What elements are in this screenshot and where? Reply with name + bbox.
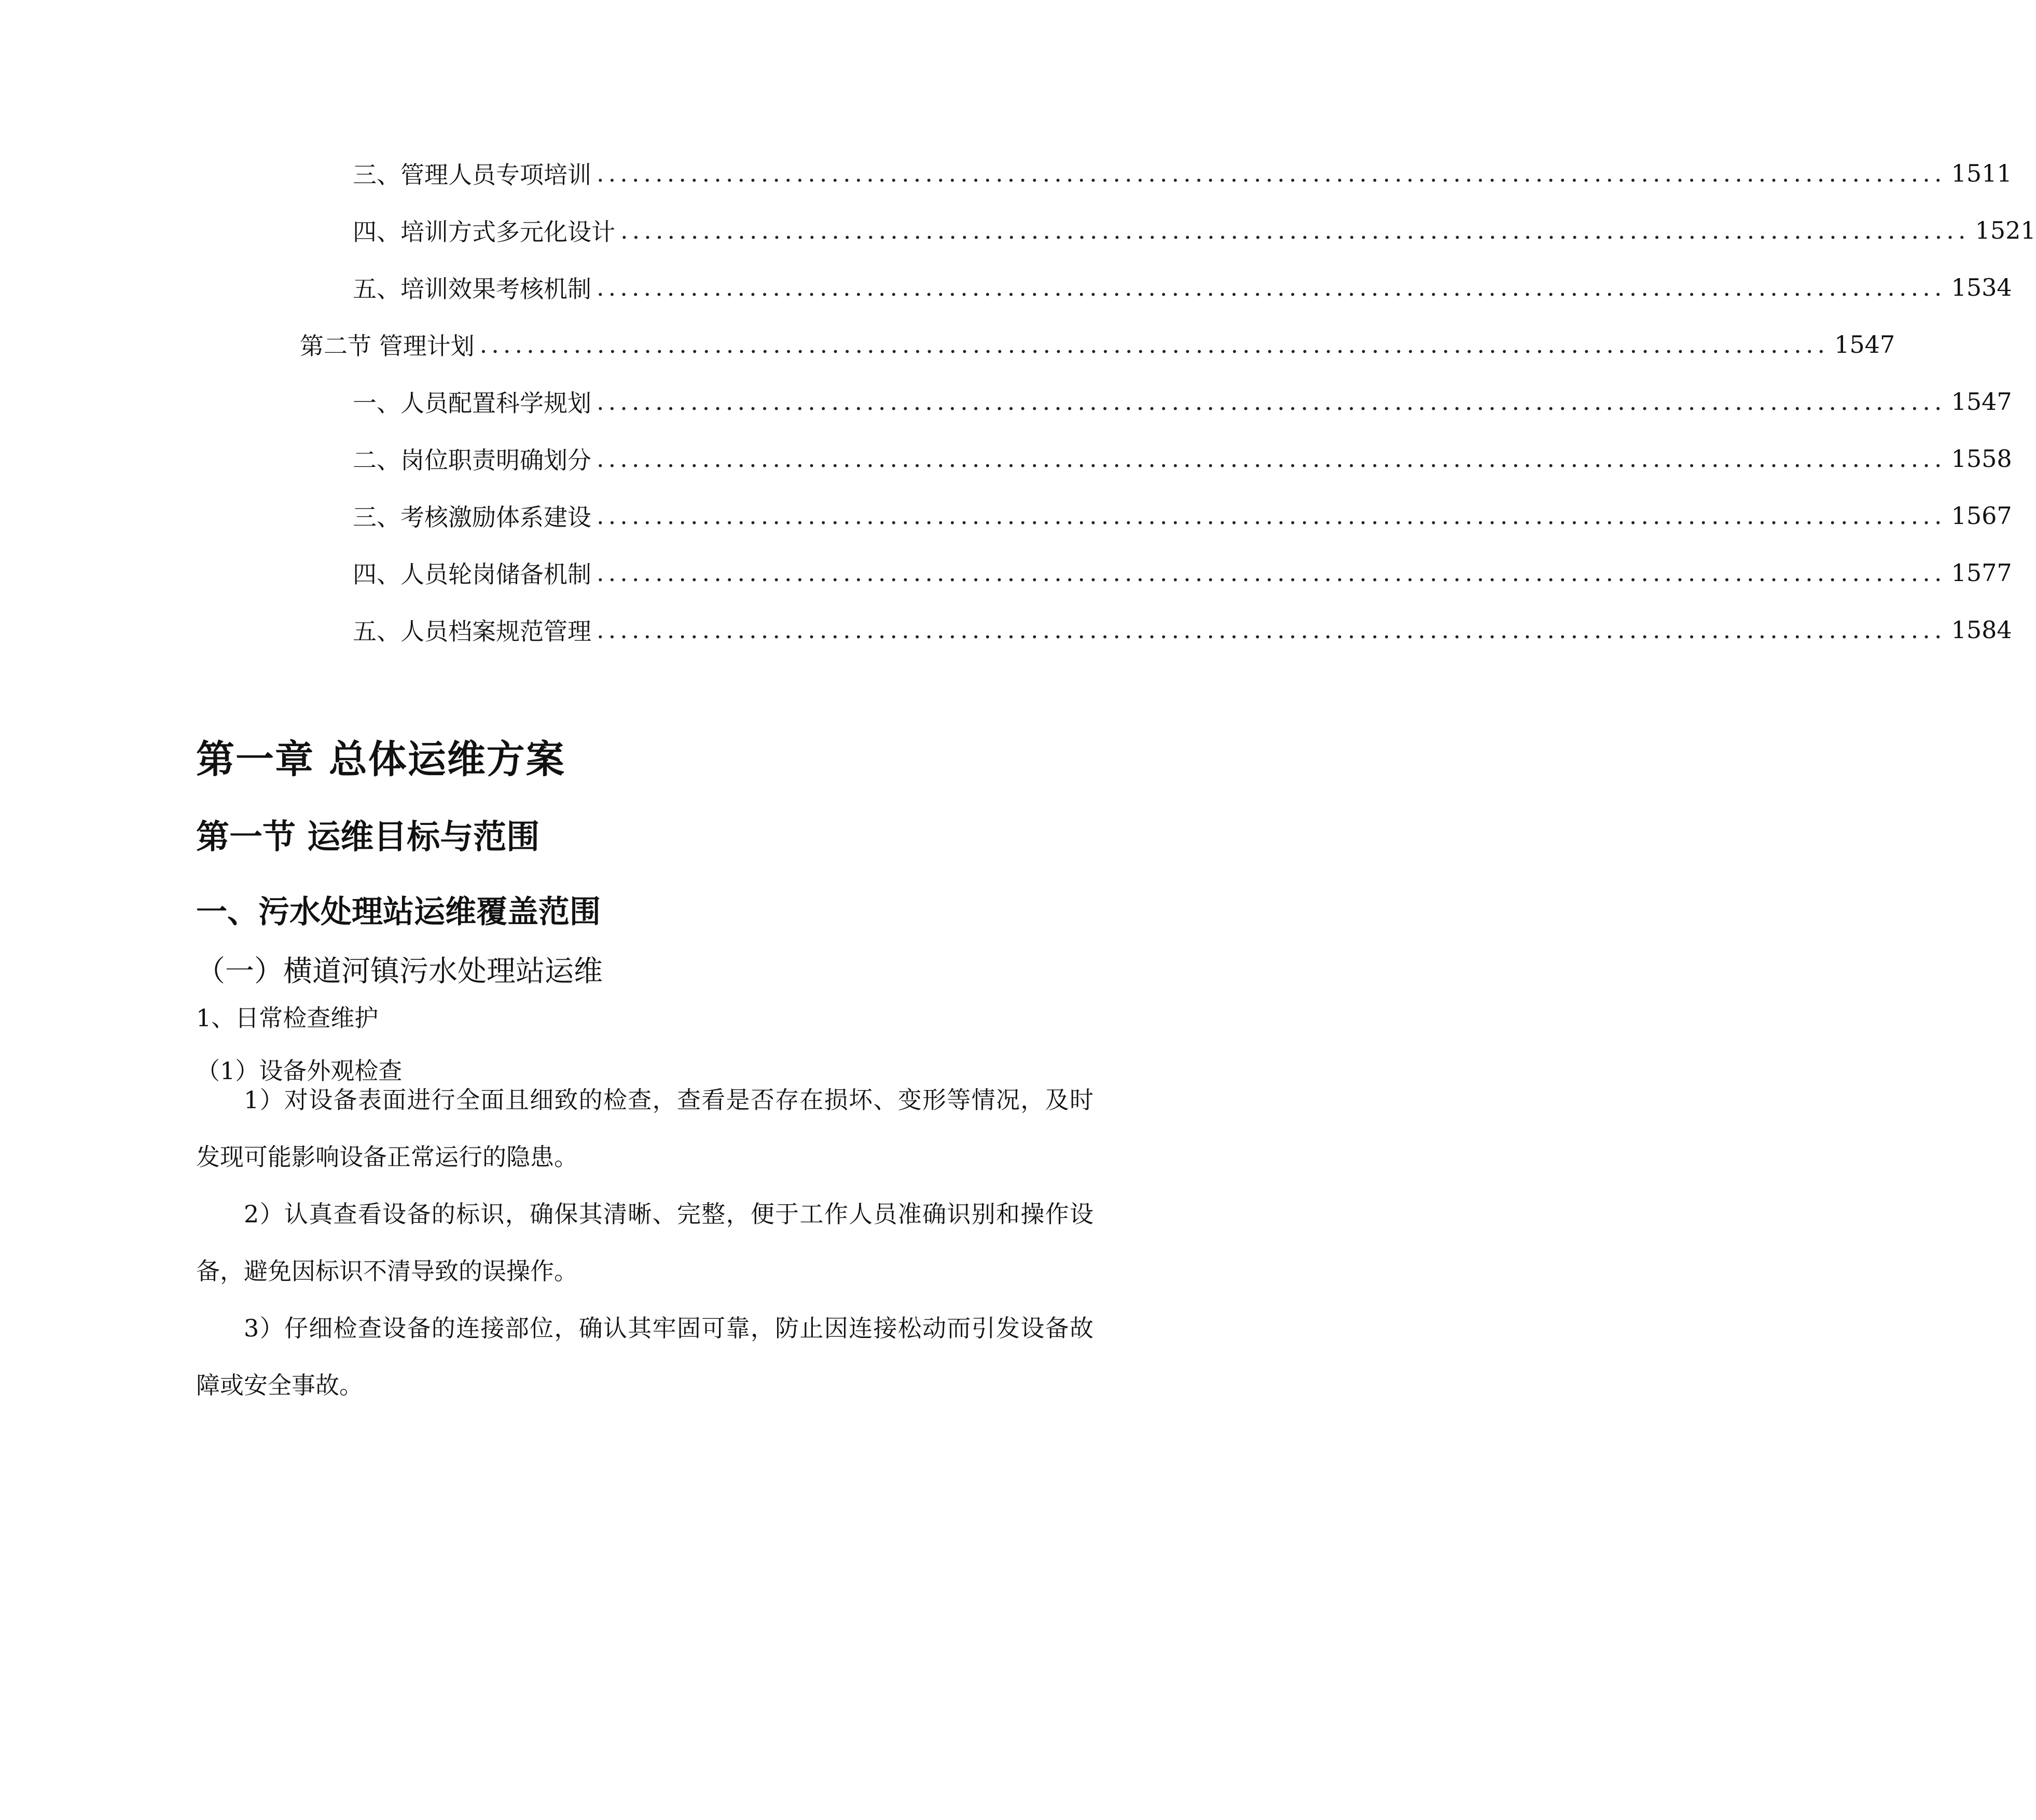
toc-entry[interactable] (353, 499, 2012, 532)
toc-entry-page: 1521 (1975, 216, 2036, 244)
body-paragraph: 1）对设备表面进行全面且细致的检查，查看是否存在损坏、变形等情况，及时发现可能影响设备正常运行的隐患。 (196, 1086, 1093, 1171)
toc-entry[interactable] (353, 214, 2036, 247)
toc-entry-page: 1547 (1834, 330, 1895, 359)
toc-leader-dots: ................................................................................................................... (597, 445, 1946, 473)
toc-entry-title: 考核激励体系建设 (400, 503, 591, 531)
toc-entry-page: 1534 (1951, 273, 2012, 301)
toc-entry-number: 三、 (353, 161, 400, 189)
toc-entry[interactable] (353, 385, 2012, 418)
toc-entry[interactable] (353, 613, 2012, 646)
toc-leader-dots: ................................................................................................................... (479, 330, 1830, 359)
toc-entry-title: 岗位职责明确划分 (400, 446, 591, 474)
toc-entry-number: 二、 (353, 446, 400, 474)
toc-entry-page: 1577 (1951, 559, 2012, 587)
item-heading: （一）横道河镇污水处理站运维 (196, 955, 603, 988)
toc-entry-number: 五、 (353, 275, 400, 303)
toc-entry-number: 一、 (353, 389, 400, 417)
toc-leader-dots: ................................................................................................................... (597, 616, 1946, 644)
toc-leader-dots: ................................................................................................................... (597, 388, 1946, 416)
subsection-heading: 一、污水处理站运维覆盖范围 (196, 894, 601, 930)
toc-entry-page: 1558 (1951, 445, 2012, 473)
toc-entry-title: 培训方式多元化设计 (400, 218, 615, 246)
toc-entry-page: 1567 (1951, 502, 2012, 530)
toc-entry-title: 人员配置科学规划 (400, 389, 591, 417)
toc-leader-dots: ................................................................................................................... (597, 502, 1946, 530)
body-paragraph: 3）仔细检查设备的连接部位，确认其牢固可靠，防止因连接松动而引发设备故障或安全事故。 (196, 1314, 1093, 1399)
toc-entry[interactable] (300, 328, 1895, 361)
section-heading: 第一节 运维目标与范围 (196, 818, 540, 857)
toc-entry[interactable] (353, 157, 2012, 190)
body-paragraph: 2）认真查看设备的标识，确保其清晰、完整，便于工作人员准确识别和操作设备，避免因标识不清导致的误操作。 (196, 1200, 1093, 1285)
toc-entry-title: 培训效果考核机制 (400, 275, 591, 303)
toc-entry-page: 1511 (1951, 159, 2012, 187)
toc-entry-number: 四、 (353, 218, 400, 246)
toc-entry-title: 人员档案规范管理 (400, 617, 591, 645)
toc-leader-dots: ................................................................................................................... (597, 273, 1946, 301)
toc-entry[interactable] (353, 556, 2012, 589)
toc-entry-number: 五、 (353, 617, 400, 645)
toc-entry[interactable] (353, 442, 2012, 475)
toc-leader-dots: ................................................................................................................... (620, 216, 1970, 244)
toc-entry-title: 人员轮岗储备机制 (400, 560, 591, 588)
toc-entry-page: 1547 (1951, 388, 2012, 416)
toc-leader-dots: ................................................................................................................... (597, 559, 1946, 587)
point-heading: （1）设备外观检查 (196, 1057, 403, 1085)
toc-entry-number: 三、 (353, 503, 400, 531)
chapter-heading: 第一章 总体运维方案 (196, 737, 565, 782)
toc-leader-dots: ................................................................................................................... (597, 159, 1946, 187)
subitem-heading: 1、日常检查维护 (196, 1004, 379, 1032)
toc-entry-number: 四、 (353, 560, 400, 588)
toc-entry-title: 管理人员专项培训 (400, 161, 591, 189)
toc-entry-page: 1584 (1951, 616, 2012, 644)
toc-entry[interactable] (353, 271, 2012, 304)
toc-entry-title: 第二节 管理计划 (300, 332, 475, 360)
